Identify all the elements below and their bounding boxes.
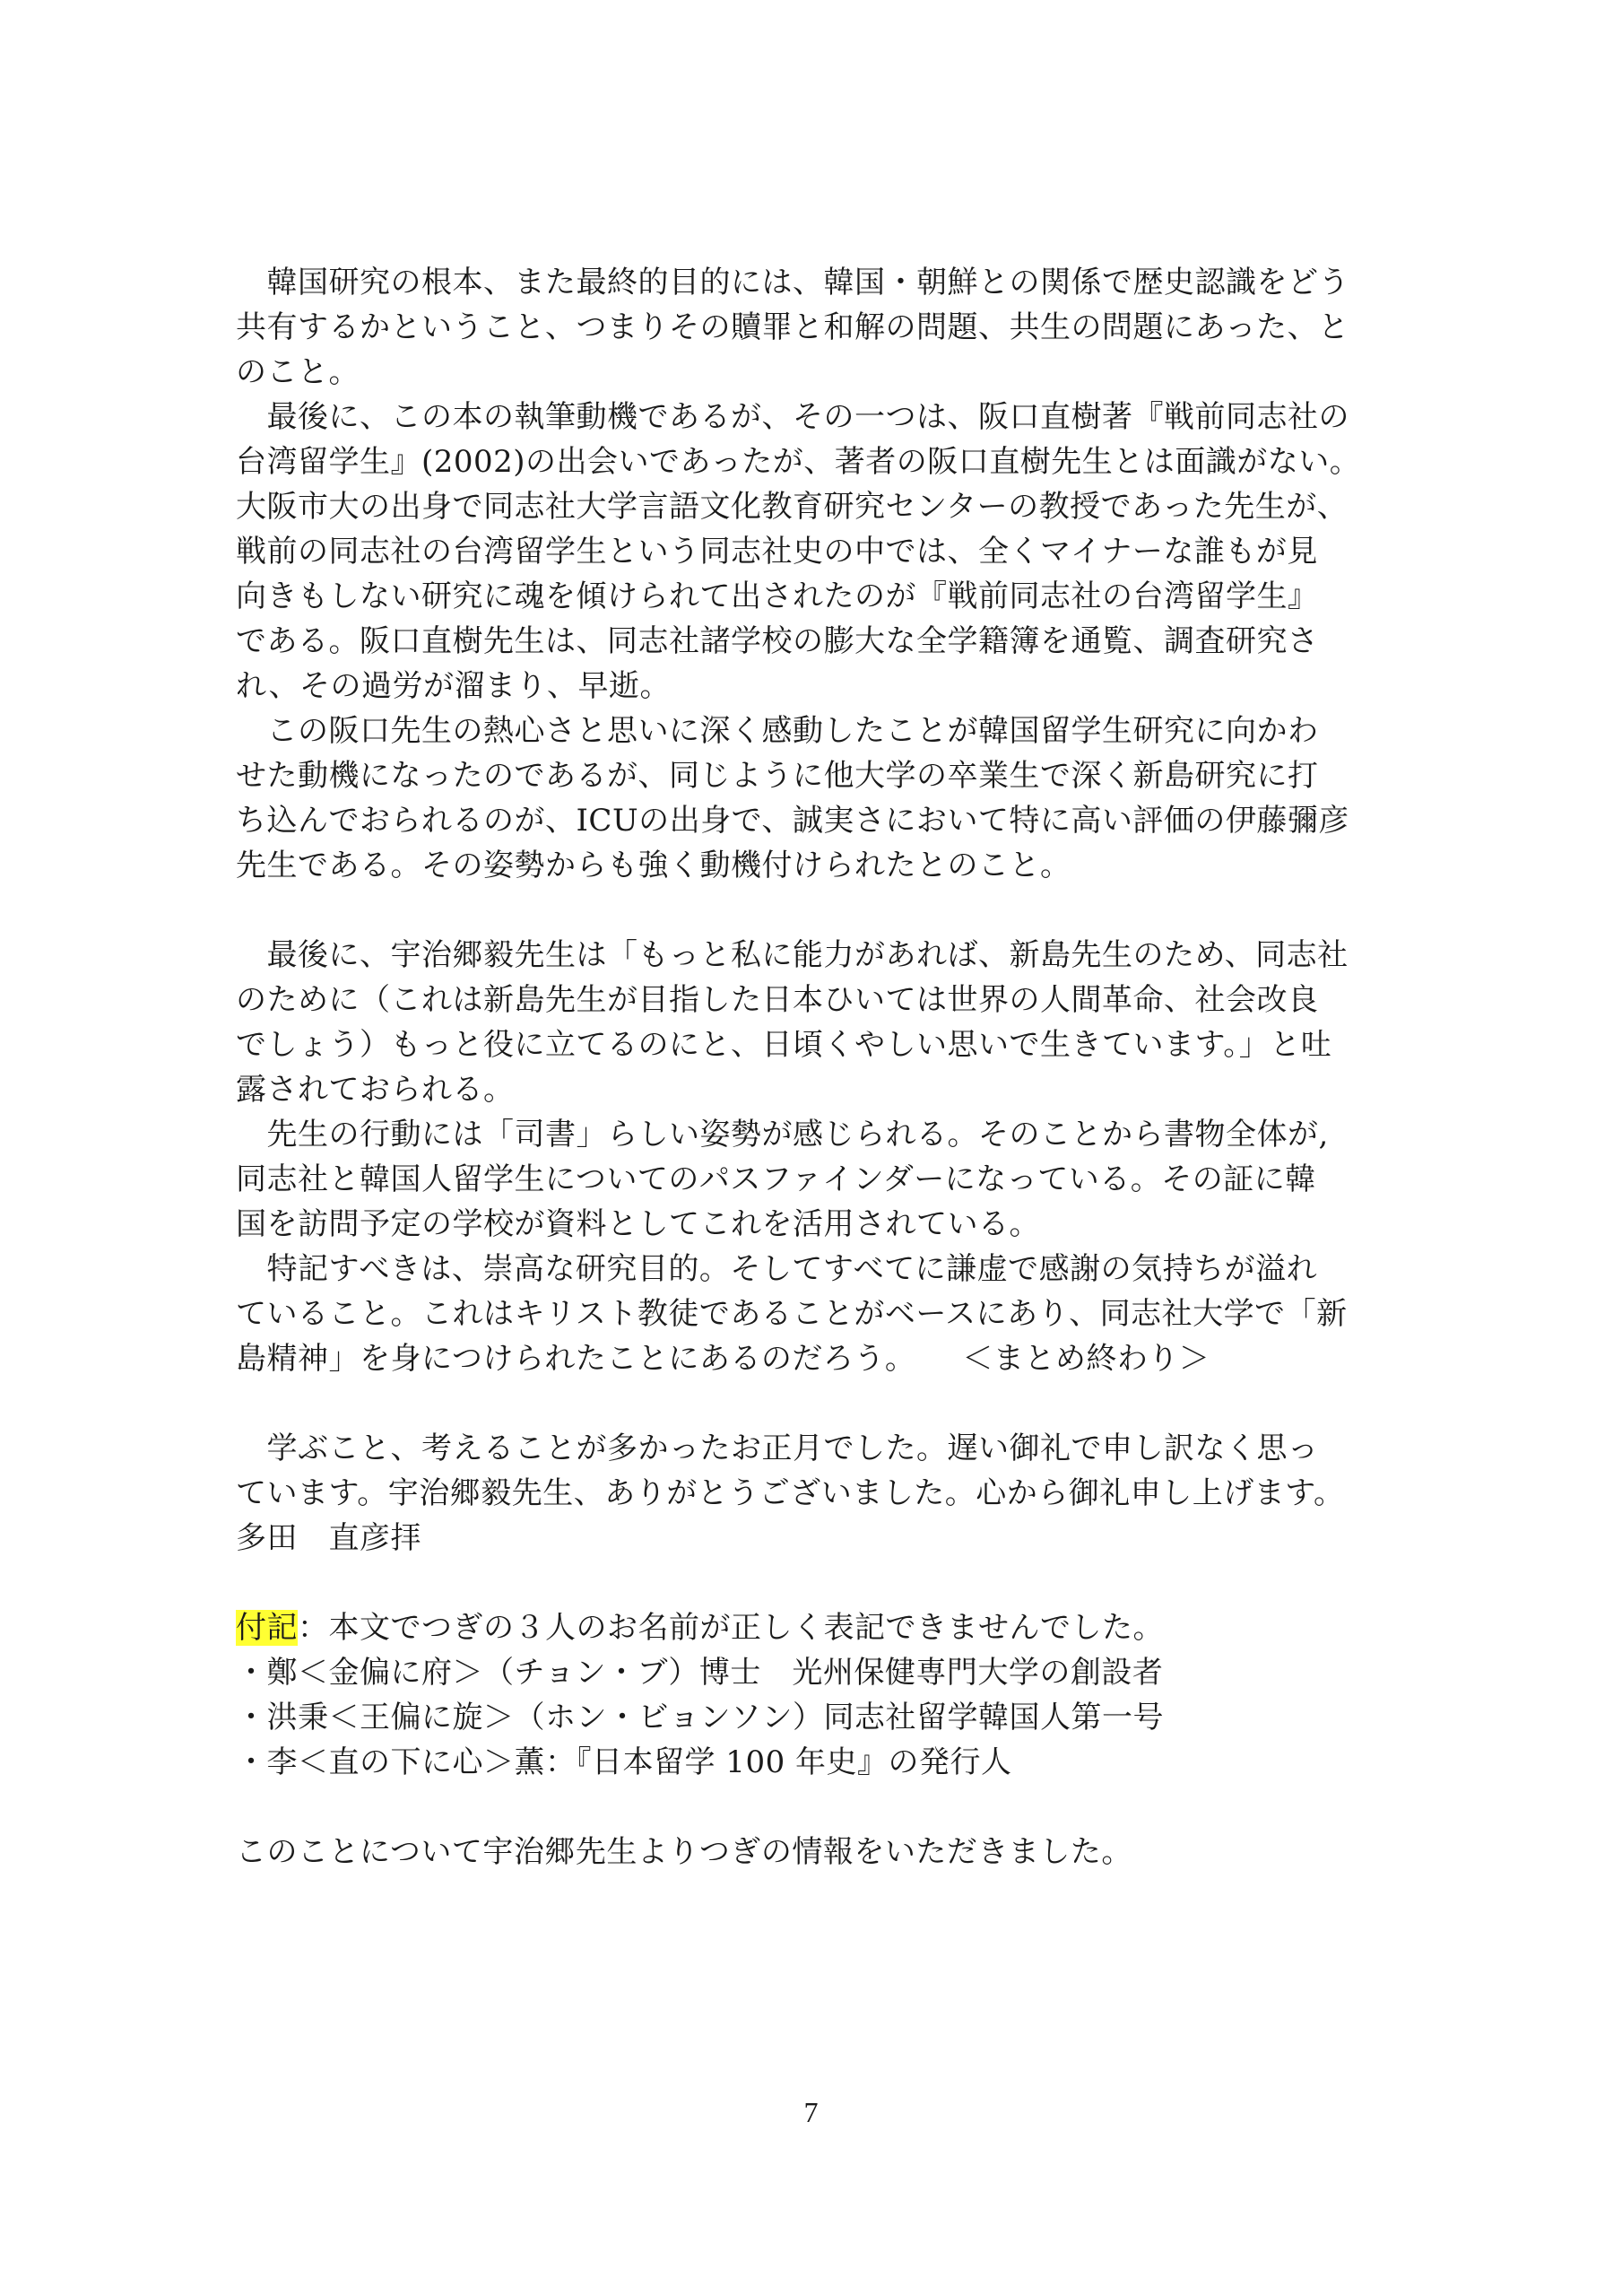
page-number: 7 (803, 2096, 819, 2128)
text-line: この阪口先生の熱心さと思いに深く感動したことが韓国留学生研究に向かわ (236, 713, 1319, 749)
paragraph-thanks (236, 1426, 1401, 1561)
text-line: 同志社と韓国人留学生についてのパスファインダーになっている。その証に韓 (236, 1161, 1316, 1197)
text-line: 先生の行動には「司書」らしい姿勢が感じられる。そのことから書物全体が, (236, 1117, 1329, 1152)
text-line: 戦前の同志社の台湾留学生という同志社史の中では、全くマイナーな誰もが見 (236, 534, 1318, 570)
paragraph-research-purpose (236, 260, 1401, 395)
paragraph-gap (236, 1785, 1401, 1830)
text-line: せた動機になったのであるが、同じように他大学の卒業生で深く新島研究に打 (236, 758, 1319, 794)
text-line: ています。宇治郷毅先生、ありがとうございました。心から御礼申し上げます。 (236, 1475, 1345, 1511)
text-line: ていること。これはキリスト教徒であることがベースにあり、同志社大学で「新 (236, 1296, 1348, 1332)
text-line: 学ぶこと、考えることが多かったお正月でした。遅い御礼で申し訳なく思っ (236, 1431, 1319, 1466)
paragraph-inspiration (236, 709, 1401, 888)
text-line: 向きもしない研究に魂を傾けられて出されたのが『戦前同志社の台湾留学生』 (236, 578, 1319, 614)
text-line: 国を訪問予定の学校が資料としてこれを活用されている。 (236, 1206, 1040, 1242)
signature-line: 多田 直彦拝 (236, 1520, 421, 1556)
text-line: 露されておられる。 (236, 1072, 515, 1108)
paragraph-gap (236, 1381, 1401, 1426)
text-line: のこと。 (236, 354, 360, 390)
paragraph-quote (236, 933, 1401, 1112)
paragraph-gap (236, 888, 1401, 933)
text-line: 特記すべきは、崇高な研究目的。そしてすべてに謙虚で感謝の気持ちが溢れ (236, 1251, 1318, 1287)
closing-line: このことについて宇治郷先生よりつぎの情報をいただきました。 (236, 1834, 1132, 1870)
text-line: ち込んでおられるのが、ICUの出身で、誠実さにおいて特に高い評価の伊藤彌彦 (236, 803, 1349, 839)
text-line: 大阪市大の出身で同志社大学言語文化教育研究センターの教授であった先生が、 (236, 489, 1349, 525)
paragraph-writing-motive (236, 395, 1401, 709)
appendix-intro-text: ：本文でつぎの３人のお名前が正しく表記できませんでした。 (298, 1610, 1164, 1646)
appendix-item: ・洪秉＜王偏に旋＞（ホン・ビョンソン）同志社留学韓国人第一号 (236, 1700, 1164, 1735)
paragraph-librarian (236, 1112, 1401, 1247)
text-line: 島精神」を身につけられたことにあるのだろう。 ＜まとめ終わり＞ (236, 1341, 1210, 1377)
appendix-section (236, 1605, 1401, 1785)
text-line: でしょう）もっと役に立てるのにと、日頃くやしい思いで生きています。」と吐 (236, 1027, 1332, 1063)
text-line: 先生である。その姿勢からも強く動機付けられたとのこと。 (236, 848, 1071, 883)
text-line: である。阪口直樹先生は、同志社諸学校の膨大な全学籍簿を通覧、調査研究さ (236, 623, 1319, 659)
paragraph-gap (236, 1561, 1401, 1605)
appendix-item: ・李＜直の下に心＞薫：『日本留学 100 年史』の発行人 (236, 1744, 1012, 1780)
appendix-intro-line (236, 1605, 1401, 1650)
text-line: 最後に、この本の執筆動機であるが、その一つは、阪口直樹著『戦前同志社の (236, 399, 1349, 435)
document-body (236, 260, 1401, 1874)
text-line: のために（これは新島先生が目指した日本ひいては世界の人間革命、社会改良 (236, 982, 1319, 1018)
text-line: 台湾留学生』(2002)の出会いであったが、著者の阪口直樹先生とは面識がない。 (236, 444, 1361, 480)
appendix-item: ・鄭＜金偏に府＞（チョン・ブ）博士 光州保健専門大学の創設者 (236, 1655, 1164, 1691)
text-line: れ、その過労が溜まり、早逝。 (236, 668, 672, 704)
paragraph-special-note (236, 1247, 1401, 1381)
text-line: 共有するかということ、つまりその贖罪と和解の問題、共生の問題にあった、と (236, 309, 1349, 345)
appendix-label-highlight: 付記 (236, 1610, 298, 1646)
text-line: 最後に、宇治郷毅先生は「もっと私に能力があれば、新島先生のため、同志社 (236, 937, 1349, 973)
text-line: 韓国研究の根本、また最終的目的には、韓国・朝鮮との関係で歴史認識をどう (236, 265, 1349, 300)
